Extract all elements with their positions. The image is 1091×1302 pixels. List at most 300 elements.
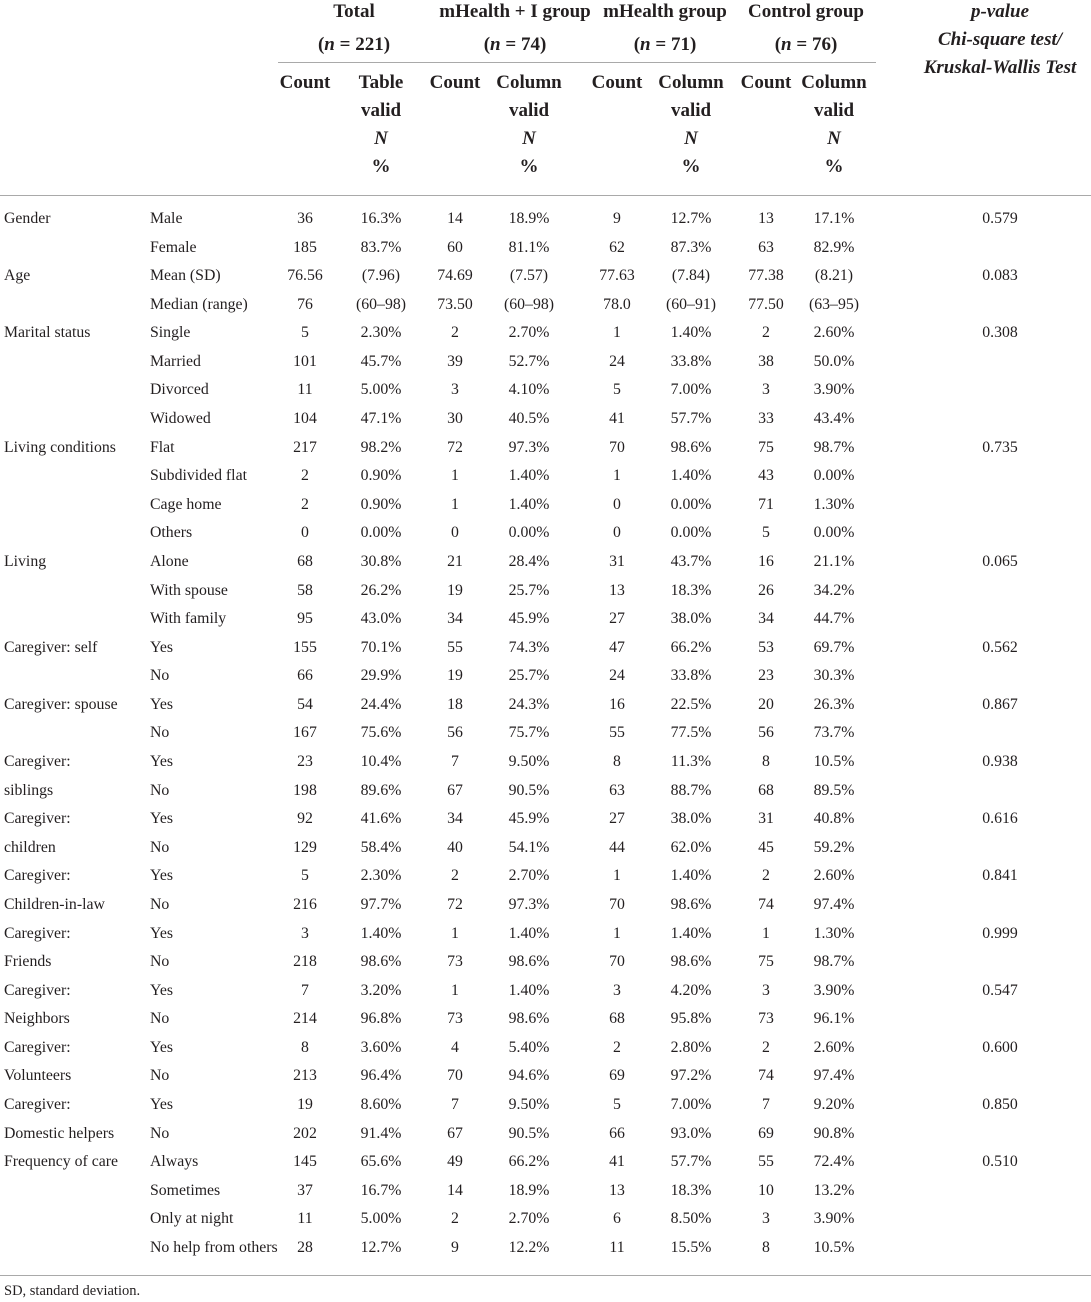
group-sample-size-control: (n = 76)	[774, 34, 838, 55]
cell-total-pct: 47.1%	[360, 410, 402, 428]
row-category: Marital status	[4, 324, 91, 342]
row-category: Living	[4, 552, 47, 570]
row-label: With family	[150, 610, 227, 628]
row-category: children	[4, 838, 56, 856]
row-label: Divorced	[150, 381, 209, 399]
cell-mhealth-count: 66	[609, 1124, 625, 1142]
table-row	[0, 662, 1091, 690]
table-row	[0, 1034, 1091, 1062]
cell-mhealth-i-pct: 25.7%	[508, 667, 550, 685]
pct-header-control: N	[827, 128, 841, 149]
cell-control-count: 69	[758, 1124, 774, 1142]
cell-mhealth-i-pct: 9.50%	[508, 753, 550, 771]
cell-control-pct: 34.2%	[813, 581, 855, 599]
row-label: Yes	[150, 924, 173, 942]
cell-control-pct: (8.21)	[814, 267, 854, 285]
cell-control-pct: 40.8%	[813, 810, 855, 828]
cell-control-pct: 69.7%	[813, 638, 855, 656]
cell-control-count: 55	[758, 1153, 774, 1171]
row-label: Yes	[150, 1038, 173, 1056]
row-category: Age	[4, 267, 31, 285]
cell-mhealth-pct: 57.7%	[670, 1153, 712, 1171]
cell-mhealth-i-count: 2	[451, 324, 459, 342]
cell-mhealth-i-count: 1	[451, 495, 459, 513]
row-category: Caregiver:	[4, 924, 71, 942]
row-category: Caregiver:	[4, 981, 71, 999]
cell-mhealth-count: 69	[609, 1067, 625, 1085]
cell-total-pct: 8.60%	[360, 1096, 402, 1114]
cell-total-count: 145	[293, 1153, 317, 1171]
table-row	[0, 462, 1091, 490]
sample-size-symbol: n	[490, 34, 501, 55]
cell-mhealth-count: 70	[609, 953, 625, 971]
cell-mhealth-pct: 62.0%	[670, 838, 712, 856]
cell-control-count: 16	[758, 552, 774, 570]
cell-p-value: 0.308	[982, 324, 1018, 342]
cell-mhealth-i-count: 67	[447, 781, 463, 799]
cell-mhealth-pct: 88.7%	[670, 781, 712, 799]
cell-mhealth-count: 62	[609, 238, 625, 256]
table-row	[0, 262, 1091, 290]
cell-p-value: 0.938	[982, 753, 1018, 771]
cell-mhealth-i-count: 34	[447, 610, 463, 628]
table-row	[0, 1205, 1091, 1233]
cell-total-count: 3	[301, 924, 309, 942]
cell-total-count: 11	[297, 1210, 313, 1228]
table-row	[0, 205, 1091, 233]
cell-control-count: 13	[758, 210, 774, 227]
cell-control-count: 75	[758, 438, 774, 456]
cell-control-count: 77.50	[748, 295, 784, 313]
cell-p-value: 0.867	[982, 695, 1018, 713]
sample-size-symbol: n	[640, 34, 651, 55]
row-label: Yes	[150, 867, 173, 885]
row-label: Yes	[150, 753, 173, 771]
cell-mhealth-i-pct: 94.6%	[508, 1067, 550, 1085]
cell-p-value: 0.547	[982, 981, 1018, 999]
cell-total-pct: 96.8%	[360, 1010, 402, 1028]
table-row	[0, 291, 1091, 319]
row-label: No	[150, 1010, 170, 1028]
cell-control-count: 43	[758, 467, 774, 485]
cell-total-pct: (7.96)	[361, 267, 401, 285]
cell-control-pct: 96.1%	[813, 1010, 855, 1028]
cell-mhealth-i-count: 18	[447, 695, 463, 713]
cell-total-pct: 98.6%	[360, 953, 402, 971]
pct-header-mhealth-i: valid	[508, 100, 550, 121]
cell-total-pct: 45.7%	[360, 352, 402, 370]
cell-mhealth-i-count: 1	[451, 924, 459, 942]
cell-mhealth-count: 5	[613, 1096, 621, 1114]
cell-mhealth-i-pct: 9.50%	[508, 1096, 550, 1114]
cell-control-pct: 30.3%	[813, 667, 855, 685]
row-label: No	[150, 953, 170, 971]
table-row	[0, 548, 1091, 576]
cell-control-count: 1	[762, 924, 770, 942]
cell-p-value: 0.841	[982, 867, 1018, 885]
cell-control-pct: 17.1%	[813, 210, 855, 227]
cell-control-count: 45	[758, 838, 774, 856]
cell-p-value: 0.850	[982, 1096, 1018, 1114]
row-label: Cage home	[150, 495, 222, 513]
cell-mhealth-pct: 15.5%	[670, 1238, 712, 1256]
cell-mhealth-i-pct: 1.40%	[508, 981, 550, 999]
cell-mhealth-count: 70	[609, 895, 625, 913]
cell-mhealth-count: 47	[609, 638, 625, 656]
cell-total-count: 2	[301, 495, 309, 513]
cell-mhealth-i-count: 14	[447, 1181, 463, 1199]
cell-mhealth-count: 78.0	[603, 295, 631, 313]
cell-total-count: 202	[293, 1124, 317, 1142]
cell-mhealth-pct: 38.0%	[670, 810, 712, 828]
cell-total-pct: 65.6%	[360, 1153, 402, 1171]
cell-total-count: 104	[293, 410, 317, 428]
cell-mhealth-i-count: 73	[447, 953, 463, 971]
cell-total-pct: 16.7%	[360, 1181, 402, 1199]
count-header-control: Count	[740, 72, 792, 93]
pct-header-control: Column	[801, 72, 867, 93]
cell-mhealth-i-count: 72	[447, 895, 463, 913]
cell-mhealth-i-pct: 28.4%	[508, 552, 550, 570]
table-row	[0, 1177, 1091, 1205]
cell-mhealth-i-pct: 90.5%	[508, 781, 550, 799]
cell-mhealth-i-pct: 97.3%	[508, 438, 550, 456]
table-row	[0, 691, 1091, 719]
pct-header-mhealth: Column	[658, 72, 724, 93]
cell-total-pct: 0.90%	[360, 467, 402, 485]
row-label: Median (range)	[150, 295, 248, 313]
cell-total-pct: 26.2%	[360, 581, 402, 599]
cell-total-count: 213	[293, 1067, 317, 1085]
cell-mhealth-i-count: 30	[447, 410, 463, 428]
cell-total-pct: 43.0%	[360, 610, 402, 628]
cell-mhealth-pct: 8.50%	[670, 1210, 712, 1228]
cell-mhealth-i-count: 14	[447, 210, 463, 227]
cell-control-count: 63	[758, 238, 774, 256]
cell-control-pct: 82.9%	[813, 238, 855, 256]
cell-mhealth-count: 9	[613, 210, 621, 227]
cell-mhealth-count: 24	[609, 352, 625, 370]
group-header-mhealth: mHealth group	[603, 1, 727, 22]
cell-control-pct: 97.4%	[813, 1067, 855, 1085]
cell-control-pct: 3.90%	[813, 381, 855, 399]
cell-control-count: 56	[758, 724, 774, 742]
table-footnote: SD, standard deviation.	[4, 1283, 141, 1299]
cell-control-pct: 43.4%	[813, 410, 855, 428]
cell-total-pct: 83.7%	[360, 238, 402, 256]
count-header-mhealth: Count	[591, 72, 643, 93]
cell-mhealth-count: 41	[609, 1153, 625, 1171]
pct-header-mhealth: %	[681, 156, 701, 177]
row-label: Alone	[150, 552, 189, 570]
row-category: Caregiver:	[4, 753, 71, 771]
cell-control-count: 53	[758, 638, 774, 656]
pct-header-mhealth-i: %	[519, 156, 539, 177]
p-value-header-line: Chi-square test/	[937, 29, 1063, 50]
cell-control-pct: 9.20%	[813, 1096, 855, 1114]
row-label: No	[150, 895, 170, 913]
cell-control-pct: 73.7%	[813, 724, 855, 742]
cell-control-pct: 98.7%	[813, 953, 855, 971]
cell-mhealth-pct: 66.2%	[670, 638, 712, 656]
table-row	[0, 319, 1091, 347]
cell-mhealth-pct: 97.2%	[670, 1067, 712, 1085]
cell-total-pct: 2.30%	[360, 324, 402, 342]
cell-mhealth-i-pct: 4.10%	[508, 381, 550, 399]
table-row	[0, 719, 1091, 747]
cell-total-count: 129	[293, 838, 317, 856]
cell-mhealth-i-count: 49	[447, 1153, 463, 1171]
row-label: Male	[150, 210, 183, 227]
cell-mhealth-i-pct: (7.57)	[509, 267, 549, 285]
cell-total-pct: 58.4%	[360, 838, 402, 856]
cell-total-count: 11	[297, 381, 313, 399]
cell-total-count: 101	[293, 352, 317, 370]
row-category: Volunteers	[4, 1067, 72, 1085]
cell-mhealth-i-pct: 25.7%	[508, 581, 550, 599]
cell-mhealth-pct: 33.8%	[670, 352, 712, 370]
cell-mhealth-count: 68	[609, 1010, 625, 1028]
cell-mhealth-i-count: 56	[447, 724, 463, 742]
cell-control-pct: 59.2%	[813, 838, 855, 856]
group-sample-size-mhealth-i: (n = 74)	[483, 34, 547, 55]
cell-control-count: 3	[762, 381, 770, 399]
pct-header-control: valid	[813, 100, 855, 121]
cell-control-pct: 90.8%	[813, 1124, 855, 1142]
cell-mhealth-i-count: 7	[451, 1096, 459, 1114]
row-category: Caregiver:	[4, 810, 71, 828]
cell-control-pct: 13.2%	[813, 1181, 855, 1199]
cell-total-count: 19	[297, 1096, 313, 1114]
cell-mhealth-count: 41	[609, 410, 625, 428]
cell-total-pct: 1.40%	[360, 924, 402, 942]
cell-control-count: 7	[762, 1096, 770, 1114]
table-row	[0, 519, 1091, 547]
cell-total-count: 36	[297, 210, 313, 227]
cell-control-count: 2	[762, 1038, 770, 1056]
cell-mhealth-count: 13	[609, 1181, 625, 1199]
row-category: siblings	[4, 781, 54, 799]
cell-mhealth-pct: 2.80%	[670, 1038, 712, 1056]
row-label: Yes	[150, 810, 173, 828]
cell-control-count: 10	[758, 1181, 774, 1199]
sample-size-symbol: n	[324, 34, 335, 55]
row-label: No	[150, 1124, 170, 1142]
cell-control-pct: 21.1%	[813, 552, 855, 570]
cell-mhealth-count: 55	[609, 724, 625, 742]
pct-header-total: valid	[360, 100, 402, 121]
pct-header-mhealth-i: N	[522, 128, 536, 149]
cell-mhealth-i-pct: (60–98)	[503, 295, 554, 313]
cell-mhealth-pct: 1.40%	[670, 867, 712, 885]
cell-mhealth-i-pct: 45.9%	[508, 610, 550, 628]
group-header-mhealth-i: mHealth + I group	[439, 1, 591, 22]
table-row	[0, 834, 1091, 862]
cell-total-count: 92	[297, 810, 313, 828]
cell-control-count: 26	[758, 581, 774, 599]
cell-mhealth-count: 8	[613, 753, 621, 771]
cell-p-value: 0.735	[982, 438, 1018, 456]
cell-mhealth-pct: (7.84)	[671, 267, 711, 285]
cell-p-value: 0.579	[982, 210, 1018, 227]
cell-mhealth-i-pct: 5.40%	[508, 1038, 550, 1056]
cell-control-pct: 10.5%	[813, 753, 855, 771]
cell-control-count: 3	[762, 981, 770, 999]
row-label: No	[150, 667, 170, 685]
cell-mhealth-i-count: 3	[451, 381, 459, 399]
cell-control-count: 31	[758, 810, 774, 828]
cell-mhealth-i-count: 73.50	[437, 295, 473, 313]
table-row	[0, 748, 1091, 776]
row-label: Yes	[150, 981, 173, 999]
cell-total-count: 76	[297, 295, 313, 313]
cell-control-count: 23	[758, 667, 774, 685]
cell-total-pct: 5.00%	[360, 381, 402, 399]
cell-control-pct: 2.60%	[813, 1038, 855, 1056]
cell-total-pct: 24.4%	[360, 695, 402, 713]
cell-mhealth-count: 1	[613, 924, 621, 942]
cell-control-count: 71	[758, 495, 774, 513]
cell-mhealth-pct: 57.7%	[670, 410, 712, 428]
cell-control-pct: 26.3%	[813, 695, 855, 713]
row-label: No	[150, 781, 170, 799]
row-category: Living conditions	[4, 438, 116, 456]
cell-total-count: 95	[297, 610, 313, 628]
cell-total-count: 0	[301, 524, 309, 542]
cell-mhealth-pct: (60–91)	[665, 295, 716, 313]
row-label: No help from others	[150, 1238, 278, 1256]
cell-mhealth-i-pct: 40.5%	[508, 410, 550, 428]
cell-control-pct: 1.30%	[813, 924, 855, 942]
count-header-mhealth-i: Count	[429, 72, 481, 93]
cell-total-pct: 0.90%	[360, 495, 402, 513]
cell-mhealth-count: 3	[613, 981, 621, 999]
cell-control-count: 5	[762, 524, 770, 542]
table-row	[0, 491, 1091, 519]
cell-control-count: 8	[762, 753, 770, 771]
cell-mhealth-pct: 0.00%	[670, 524, 712, 542]
cell-total-count: 185	[293, 238, 317, 256]
table-row	[0, 891, 1091, 919]
cell-mhealth-i-pct: 1.40%	[508, 924, 550, 942]
row-category: Caregiver: spouse	[4, 695, 118, 713]
cell-total-count: 214	[293, 1010, 317, 1028]
cell-control-count: 74	[758, 895, 774, 913]
group-sample-size-mhealth: (n = 71)	[633, 34, 697, 55]
cell-total-pct: 70.1%	[360, 638, 402, 656]
cell-mhealth-pct: 4.20%	[670, 981, 712, 999]
table-row	[0, 348, 1091, 376]
cell-mhealth-pct: 98.6%	[670, 895, 712, 913]
cell-mhealth-i-pct: 98.6%	[508, 953, 550, 971]
cell-mhealth-i-pct: 54.1%	[508, 838, 550, 856]
cell-total-pct: 41.6%	[360, 810, 402, 828]
cell-total-count: 5	[301, 867, 309, 885]
cell-total-pct: 29.9%	[360, 667, 402, 685]
cell-control-count: 73	[758, 1010, 774, 1028]
table-row	[0, 605, 1091, 633]
cell-total-count: 58	[297, 581, 313, 599]
cell-total-pct: 2.30%	[360, 867, 402, 885]
cell-mhealth-i-pct: 2.70%	[508, 1210, 550, 1228]
cell-control-pct: 3.90%	[813, 1210, 855, 1228]
cell-p-value: 0.065	[982, 552, 1018, 570]
cell-mhealth-i-pct: 1.40%	[508, 467, 550, 485]
cell-mhealth-i-count: 2	[451, 1210, 459, 1228]
cell-total-pct: 75.6%	[360, 724, 402, 742]
cell-mhealth-pct: 77.5%	[670, 724, 712, 742]
table-row	[0, 405, 1091, 433]
cell-mhealth-pct: 33.8%	[670, 667, 712, 685]
cell-mhealth-count: 1	[613, 867, 621, 885]
group-header-total: Total	[333, 1, 375, 22]
cell-control-pct: 2.60%	[813, 324, 855, 342]
cell-mhealth-i-pct: 98.6%	[508, 1010, 550, 1028]
cell-mhealth-count: 2	[613, 1038, 621, 1056]
cell-mhealth-i-pct: 18.9%	[508, 210, 550, 227]
row-label: Yes	[150, 1096, 173, 1114]
table-row	[0, 805, 1091, 833]
cell-mhealth-pct: 98.6%	[670, 953, 712, 971]
cell-total-pct: 91.4%	[360, 1124, 402, 1142]
cell-mhealth-pct: 1.40%	[670, 467, 712, 485]
cell-total-count: 8	[301, 1038, 309, 1056]
row-label: No	[150, 838, 170, 856]
row-category: Children-in-law	[4, 895, 105, 913]
cell-mhealth-i-count: 72	[447, 438, 463, 456]
pct-header-total: N	[374, 128, 388, 149]
table-row	[0, 862, 1091, 890]
row-category: Friends	[4, 953, 52, 971]
cell-total-pct: 98.2%	[360, 438, 402, 456]
row-label: Others	[150, 524, 193, 542]
cell-mhealth-i-pct: 24.3%	[508, 695, 550, 713]
row-label: With spouse	[150, 581, 228, 599]
cell-mhealth-pct: 22.5%	[670, 695, 712, 713]
cell-total-count: 198	[293, 781, 317, 799]
row-label: Flat	[150, 438, 175, 456]
table-bottom-rule	[0, 1275, 1091, 1276]
cell-mhealth-count: 1	[613, 324, 621, 342]
row-label: Single	[150, 324, 191, 342]
cell-mhealth-count: 13	[609, 581, 625, 599]
row-label: Subdivided flat	[150, 467, 247, 485]
cell-mhealth-i-count: 40	[447, 838, 463, 856]
row-label: Female	[150, 238, 197, 256]
cell-mhealth-count: 0	[613, 524, 621, 542]
cell-control-count: 74	[758, 1067, 774, 1085]
cell-total-count: 23	[297, 753, 313, 771]
cell-mhealth-i-pct: 81.1%	[508, 238, 550, 256]
group-header-control: Control group	[748, 1, 864, 22]
row-category: Caregiver:	[4, 1038, 71, 1056]
cell-mhealth-i-count: 21	[447, 552, 463, 570]
cell-total-count: 76.56	[287, 267, 323, 285]
cell-mhealth-count: 31	[609, 552, 625, 570]
row-label: Sometimes	[150, 1181, 221, 1199]
cell-mhealth-pct: 93.0%	[670, 1124, 712, 1142]
cell-mhealth-i-pct: 1.40%	[508, 495, 550, 513]
cell-total-pct: 12.7%	[360, 1238, 402, 1256]
cell-mhealth-pct: 1.40%	[670, 924, 712, 942]
cell-p-value: 0.600	[982, 1038, 1018, 1056]
cell-mhealth-i-count: 55	[447, 638, 463, 656]
sample-size-symbol: n	[781, 34, 792, 55]
cell-mhealth-i-count: 19	[447, 581, 463, 599]
cell-mhealth-pct: 7.00%	[670, 1096, 712, 1114]
cell-control-count: 38	[758, 352, 774, 370]
cell-total-count: 2	[301, 467, 309, 485]
